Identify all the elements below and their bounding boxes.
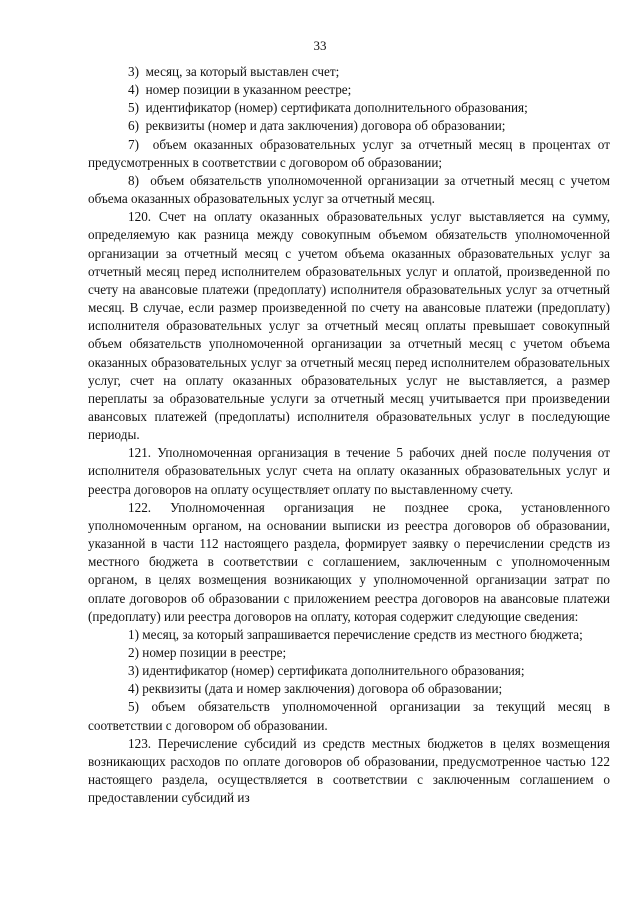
list-item-3-billing-month: 3) месяц, за который выставлен счет; <box>128 64 340 79</box>
list-item-6-contract-details: 6) реквизиты (номер и дата заключения) договора об образовании; <box>128 118 506 134</box>
request-item-5-obligations-volume: 5) объем обязательств уполномоченной организации за текущий месяц в соответствии с договором об образовании. <box>88 699 610 733</box>
list-item-4-registry-position: 4) номер позиции в указанном реестре; <box>128 82 352 98</box>
paragraph-120: 120. Счет на оплату оказанных образовательных услуг выставляется на сумму, определяемую как разница между совокупным объемом обязательств уполномоченной организации за отчетный месяц с учетом объема оказанных образовательных услуг за отчетный месяц перед исполнителем образовательных услуг и оплатой, произведенной по счету на авансовые платежи (предоплату) исполнителя образовательных услуг за отчетный месяц. В случае, если размер произведенной по счету на авансовые платежи (предоплату) исполнителя образовательных услуг за отчетный месяц оплаты превышает совокупный объем обязательств уполномоченной организации за отчетный месяц с учетом объема оказанных образовательных услуг за отчетный месяц перед исполнителем образовательных услуг, счет на оплату оказанных образовательных услуг не выставляется, а размер переплаты за образовательные услуги за отчетный месяц учитывается при произведении авансовых платежей (предоплаты) исполнителя образовательных услуг в последующие периоды. <box>88 209 610 443</box>
paragraph-122: 122. Уполномоченная организация не позднее срока, установленного уполномоченным органом, на основании выписки из реестра договоров об образовании, указанной в части 112 настоящего раздела, формирует заявку о перечислении средств из местного бюджета в соответствии с соглашением, заключенным с уполномоченным органом, в целях возмещения возникающих у уполномоченной организации затрат по оплате договоров об образовании с приложением реестра договоров на авансовые платежи (предоплату) или реестра договоров на оплату, которая содержит следующие сведения: <box>88 499 610 624</box>
body-text <box>88 63 610 807</box>
paragraph-123: 123. Перечисление субсидий из средств местных бюджетов в целях возмещения возникающих расходов по оплате договоров об образовании, предусмотренное частью 122 настоящего раздела, осуществляется в соответствии с заключенным соглашением о предоставлении субсидий из <box>88 735 610 806</box>
page-number: 33 <box>313 38 327 53</box>
request-item-2-registry-position: 2) номер позиции в реестре; <box>128 645 287 660</box>
request-item-1-month: 1) месяц, за который запрашивается перечисление средств из местного бюджета; <box>128 626 583 642</box>
paragraph-121: 121. Уполномоченная организация в течение 5 рабочих дней после получения от исполнителя образовательных услуг счета на оплату оказанных образовательных услуг и реестра договоров на оплату осуществляет оплату по выставленному счету. <box>88 445 610 497</box>
list-item-5-certificate-id: 5) идентификатор (номер) сертификата дополнительного образования; <box>128 100 528 116</box>
request-item-4-contract-details: 4) реквизиты (дата и номер заключения) договора об образовании; <box>128 681 503 697</box>
list-item-7-services-percent: 7) объем оказанных образовательных услуг за отчетный месяц в процентах от предусмотренных в соответствии с договором об образовании; <box>88 136 610 170</box>
list-item-8-obligations-volume: 8) объем обязательств уполномоченной организации за отчетный месяц с учетом объема оказанных образовательных услуг за отчетный месяц. <box>88 172 610 207</box>
request-item-3-certificate-id: 3) идентификатор (номер) сертификата дополнительного образования; <box>128 663 525 679</box>
